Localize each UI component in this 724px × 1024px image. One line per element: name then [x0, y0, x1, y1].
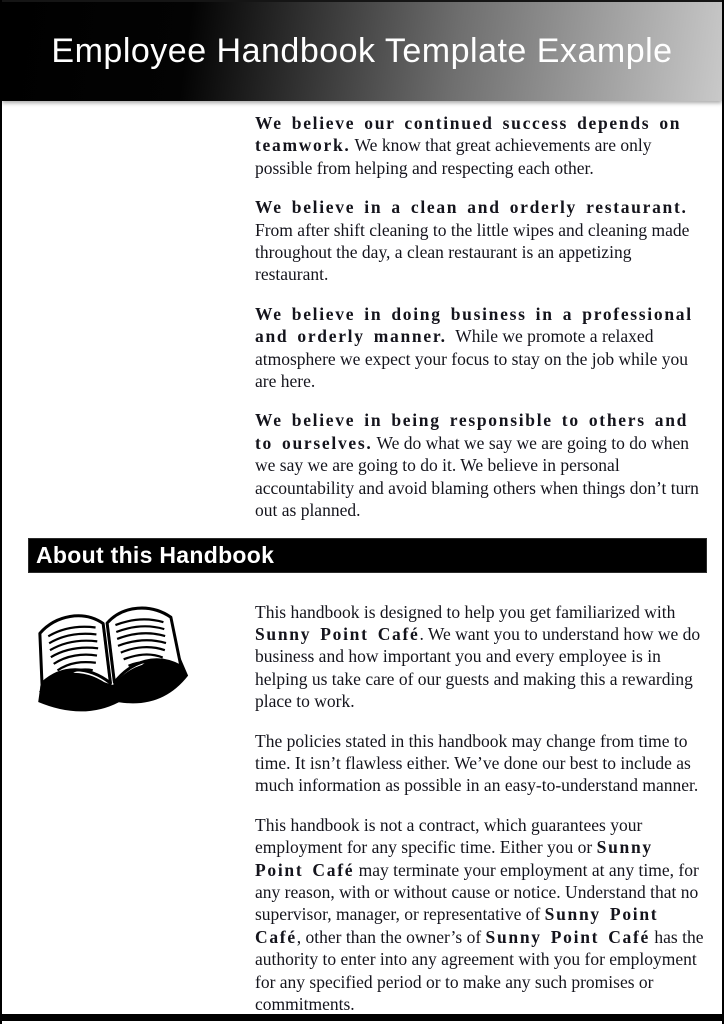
company-name: Sunny Point Café: [255, 837, 662, 880]
section-header-bar: [29, 539, 706, 572]
company-name: Sunny Point Café: [255, 623, 420, 644]
paragraph: [255, 112, 709, 179]
bottom-border: [0, 1014, 724, 1021]
paragraph: [255, 730, 709, 797]
company-name: Sunny Point Café: [485, 926, 651, 947]
body-text: , other than the owner’s of: [296, 926, 486, 947]
paragraph: [255, 409, 709, 521]
company-name: Sunny Point Café: [255, 904, 668, 947]
body-text: While we promote a relaxed atmosphere we expect your focus to stay on the job while you are here.: [255, 326, 693, 392]
paragraph: [255, 601, 709, 713]
page-title: Employee Handbook Template Example: [51, 32, 673, 70]
body-text: This handbook is not a contract, which guarantees your employment for any specific time. Either you or: [255, 814, 647, 858]
page-title-banner: [2, 0, 722, 101]
belief-lead: We believe in doing business in a professional and orderly manner.: [255, 303, 702, 347]
beliefs-section: [255, 112, 709, 522]
about-text: [255, 601, 709, 1016]
body-text: From after shift cleaning to the little wipes and cleaning made throughout the day, a clean restaurant is an appetizing restaurant.: [255, 197, 694, 285]
paragraph: [255, 303, 709, 393]
body-text: This handbook is designed to help you get familiarized with: [255, 601, 680, 622]
paragraph: [255, 196, 709, 286]
open-book-icon: [30, 601, 190, 727]
body-text: We do what we say we are going to do when we say we are going to do it. We believe in personal accountability and avoid blaming others when things don’t turn out as planned.: [255, 432, 704, 521]
belief-lead: We believe in being responsible to others and to ourselves.: [255, 410, 698, 453]
body-text: We know that great achievements are only possible from helping and respecting each other.: [255, 135, 656, 178]
body-text: has the authority to enter into any agreement with you for employment for any specified period or to make any such promises or commitments.: [255, 926, 708, 1014]
about-section: [2, 601, 722, 1016]
body-text: The policies stated in this handbook may change from time to time. It isn’t flawless either. We’ve done our best to include as much information as possible in an easy-to-understand manner.: [255, 730, 699, 796]
belief-lead: We believe in a clean and orderly restaurant.: [255, 197, 688, 218]
body-text: may terminate your employment at any time, for any reason, with or without cause or notice. Understand that no supervisor, manager, or representative of: [255, 859, 704, 925]
belief-lead: We believe our continued success depends on teamwork.: [255, 113, 691, 156]
paragraph: [255, 814, 709, 1016]
body-text: . We want you to understand how we do business and how important you and every employee is in helping us take care of our guests and making this a rewarding place to work.: [255, 623, 705, 712]
section-title: About this Handbook: [36, 541, 275, 568]
